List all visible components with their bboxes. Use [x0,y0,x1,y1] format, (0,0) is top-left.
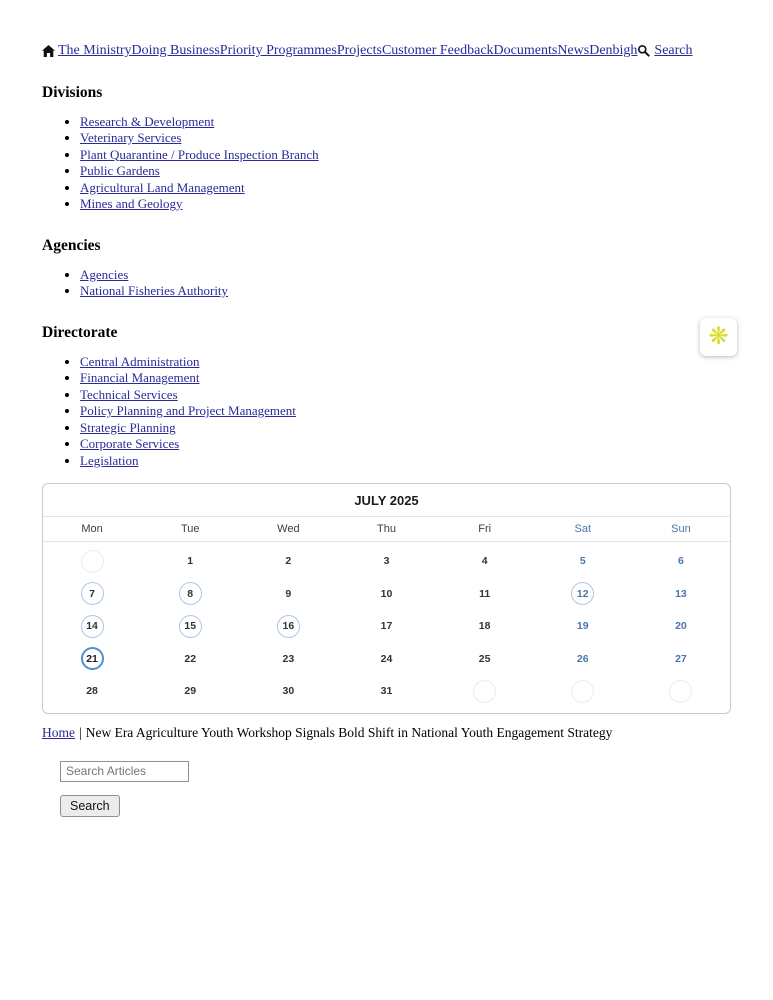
calendar-day-19[interactable]: 19 [576,620,589,633]
section-title-divisions: Divisions [42,83,103,101]
calendar-day-10[interactable]: 10 [380,587,393,600]
section-link-list [42,354,731,470]
calendar-day-18[interactable]: 18 [478,620,491,633]
section-link-financial-management[interactable]: Financial Management [80,370,200,385]
calendar-day-23[interactable]: 23 [282,652,295,665]
section-link-research-development[interactable]: Research & Development [80,113,215,129]
calendar-week-row [43,578,730,611]
calendar-day-cell [337,643,435,676]
article-search-button[interactable]: Search [60,795,120,817]
nav-links [58,42,637,60]
nav-link-news[interactable]: News [557,43,590,58]
calendar-day-22[interactable]: 22 [184,652,197,665]
day-header-wed: Wed [277,523,300,535]
search-icon [637,44,650,57]
list-item [80,387,731,404]
calendar-day-cell [436,675,534,708]
nav-search-link[interactable] [637,42,692,60]
calendar-day-cell [534,675,632,708]
calendar-empty-day [571,680,594,703]
calendar-week-row [43,643,730,676]
calendar-day-cell [337,675,435,708]
calendar-day-cell [337,545,435,578]
nav-link-documents[interactable]: Documents [493,43,558,58]
calendar-day-cell [632,578,730,611]
breadcrumb-home-link[interactable]: Home [42,724,75,740]
day-header-sat: Sat [574,523,592,535]
calendar-day-cell [436,578,534,611]
calendar-day-cell [239,578,337,611]
calendar-day-cell [436,610,534,643]
accessibility-widget[interactable] [700,318,737,356]
day-header-sun: Sun [671,523,691,535]
calendar-day-cell [632,643,730,676]
calendar-day-11[interactable]: 11 [479,587,491,600]
calendar-day-headers [43,516,730,542]
calendar-day-cell [141,545,239,578]
top-nav [42,42,731,60]
nav-link-doing-business[interactable]: Doing Business [131,43,220,58]
section-link-agencies[interactable]: Agencies [80,266,129,282]
nav-search-label: Search [654,43,693,58]
calendar-day-12[interactable]: 12 [571,582,594,605]
nav-link-projects[interactable]: Projects [336,43,382,58]
home-icon [42,45,55,57]
calendar-day-3[interactable]: 3 [383,555,390,568]
calendar-day-7[interactable]: 7 [81,582,104,605]
calendar-day-14[interactable]: 14 [81,615,104,638]
calendar-empty-day [473,680,496,703]
list-item [80,267,731,284]
calendar-day-2[interactable]: 2 [285,555,292,568]
calendar-day-31[interactable]: 31 [380,685,393,698]
calendar-day-17[interactable]: 17 [380,620,393,633]
calendar-widget [42,483,731,714]
article-search-input[interactable] [60,761,189,782]
calendar-day-26[interactable]: 26 [576,652,589,665]
calendar-day-cell [337,578,435,611]
list-item [80,403,731,420]
list-item [80,114,731,131]
list-item [80,283,731,300]
section-link-mines-and-geology[interactable]: Mines and Geology [80,196,183,211]
list-item [80,163,731,180]
calendar-day-6[interactable]: 6 [678,555,684,568]
calendar-day-cell [239,545,337,578]
calendar-day-cell [534,578,632,611]
section-link-policy-planning-and-project-management[interactable]: Policy Planning and Project Management [80,403,296,418]
calendar-day-16[interactable]: 16 [277,615,300,638]
calendar-day-24[interactable]: 24 [380,652,393,665]
section-title-directorate: Directorate [42,323,118,341]
calendar-day-8[interactable]: 8 [179,582,202,605]
day-header-thu: Thu [377,523,396,535]
calendar-day-cell [43,545,141,578]
calendar-day-27[interactable]: 27 [675,652,687,665]
calendar-day-cell [534,610,632,643]
calendar-title: JULY 2025 [354,493,419,508]
section-link-list [42,114,731,213]
list-item [80,130,731,147]
list-item [80,180,731,197]
content-sections [42,84,731,470]
calendar-day-cell [632,675,730,708]
section-link-plant-quarantine-produce-inspection-branch[interactable]: Plant Quarantine / Produce Inspection Branch [80,146,319,162]
calendar-day-cell [534,643,632,676]
calendar-day-cell [239,675,337,708]
calendar-day-cell [43,643,141,676]
calendar-day-cell [534,545,632,578]
calendar-day-cell [43,675,141,708]
section-link-legislation[interactable]: Legislation [80,452,139,468]
calendar-day-cell [239,643,337,676]
calendar-day-cell [43,578,141,611]
article-search [60,761,731,817]
calendar-day-13[interactable]: 13 [675,587,687,600]
calendar-day-cell [43,610,141,643]
list-item [80,370,731,387]
calendar-day-cell [141,675,239,708]
calendar-day-cell [337,610,435,643]
calendar-day-29[interactable]: 29 [184,685,197,698]
calendar-day-25[interactable]: 25 [478,652,491,665]
breadcrumb-separator: | [79,724,82,740]
calendar-day-cell [141,643,239,676]
list-item [80,453,731,470]
list-item [80,436,731,453]
section-link-central-administration[interactable]: Central Administration [80,353,200,369]
nav-link-priority-programmes[interactable]: Priority Programmes [219,43,337,58]
nav-link-denbigh[interactable]: Denbigh [589,43,638,58]
nav-link-the-ministry[interactable]: The Ministry [58,43,132,58]
day-header-mon: Mon [81,523,103,535]
section-title-agencies: Agencies [42,236,101,254]
calendar-week-row [43,675,730,708]
list-item [80,420,731,437]
day-header-tue: Tue [180,523,200,535]
calendar-day-5[interactable]: 5 [579,555,586,568]
calendar-week-row [43,610,730,643]
calendar-empty-day [669,680,692,703]
calendar-day-4[interactable]: 4 [481,555,488,568]
calendar-day-20[interactable]: 20 [675,620,687,633]
section-link-national-fisheries-authority[interactable]: National Fisheries Authority [80,283,229,298]
calendar-grid [43,542,730,713]
section-link-strategic-planning[interactable]: Strategic Planning [80,419,176,435]
calendar-day-15[interactable]: 15 [179,615,202,638]
calendar-day-cell [141,610,239,643]
home-link[interactable] [42,45,55,57]
calendar-day-cell [436,643,534,676]
calendar-day-1[interactable]: 1 [187,555,194,568]
section-link-list [42,267,731,300]
calendar-day-28[interactable]: 28 [86,685,98,698]
breadcrumb-article-title: New Era Agriculture Youth Workshop Signals Bold Shift in National Youth Engagement Strategy [85,724,613,740]
calendar-day-cell [141,578,239,611]
calendar-day-30[interactable]: 30 [282,685,295,698]
calendar-day-cell [436,545,534,578]
section-link-veterinary-services[interactable]: Veterinary Services [80,130,182,145]
calendar-day-9[interactable]: 9 [285,587,292,600]
section-link-technical-services[interactable]: Technical Services [80,386,178,402]
calendar-day-21[interactable]: 21 [81,647,104,670]
breadcrumb [42,725,731,741]
section-link-public-gardens[interactable]: Public Gardens [80,163,160,178]
calendar-day-cell [632,545,730,578]
calendar-day-cell [632,610,730,643]
accessibility-flower-icon: ❋ [708,324,729,350]
list-item [80,147,731,164]
calendar-empty-day [81,550,104,573]
day-header-fri: Fri [478,523,492,535]
calendar-day-cell [239,610,337,643]
section-link-corporate-services[interactable]: Corporate Services [80,436,180,451]
section-link-agricultural-land-management[interactable]: Agricultural Land Management [80,179,245,195]
list-item [80,196,731,213]
calendar-week-row [43,545,730,578]
nav-link-customer-feedback[interactable]: Customer Feedback [381,43,494,58]
list-item [80,354,731,371]
